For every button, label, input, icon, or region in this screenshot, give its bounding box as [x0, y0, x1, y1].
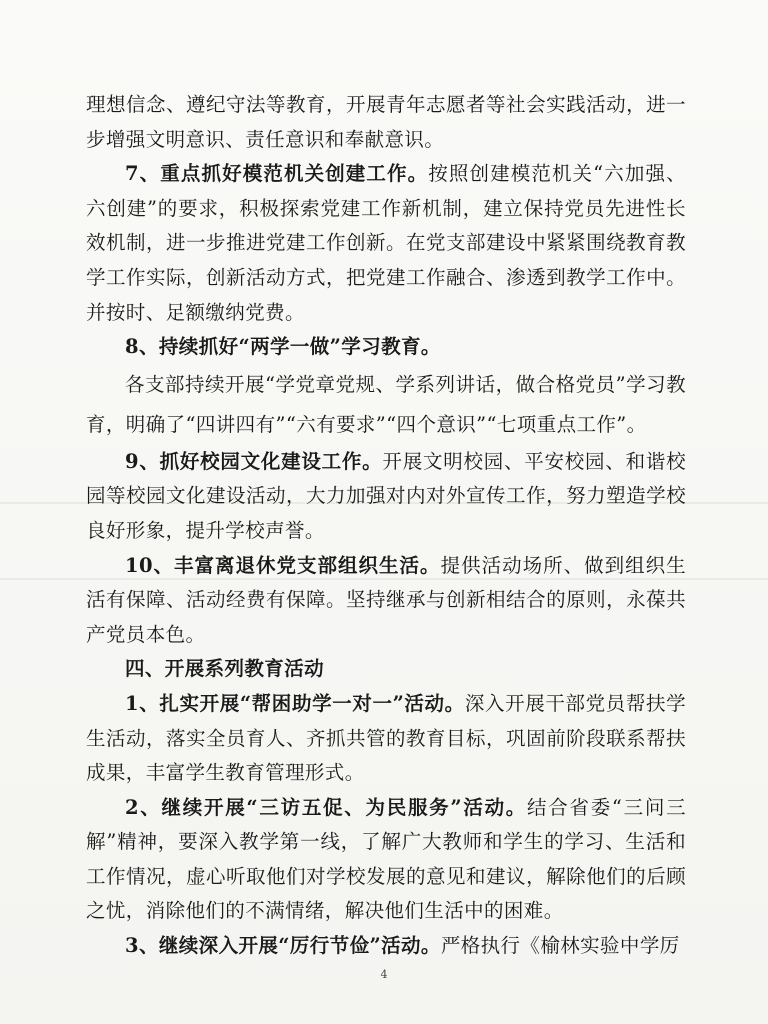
paragraph-item-8-body	[86, 365, 686, 445]
paragraph-activity-1	[86, 687, 686, 791]
paragraph-text: 深入开展干部党员帮扶学生活动，落实全员育人、齐抓共管的教育目标，巩固前阶段联系帮扶成果，丰富学生教育管理形式。	[86, 691, 686, 785]
paragraph-text: 按照创建模范机关“六加强、六创建”的要求，积极探索党建工作新机制，建立保持党员先进性长效机制，进一步推进党建工作创新。在党支部建设中紧紧围绕教育教学工作实际，创新活动方式，把党建工作融合、渗透到教学工作中。并按时、足额缴纳党费。	[86, 162, 686, 324]
paragraph-text: 结合省委“三问三解”精神，要深入教学第一线，了解广大教师和学生的学习、生活和工作情况，虚心听取他们对学校发展的意见和建议，解除他们的后顾之忧，消除他们的不满情绪，解决他们生活中的困难。	[86, 795, 686, 923]
paragraph-text: 严格执行《榆林实验中学厉	[440, 934, 680, 958]
paragraph-item-9	[86, 445, 686, 549]
paragraph-text: 各支部持续开展“学党章党规、学系列讲话，做合格党员”学习教育，明确了“四讲四有”“六有要求”“四个意识”“七项重点工作”。	[86, 372, 686, 436]
paragraph-item-7	[86, 157, 686, 330]
document-body	[86, 88, 686, 964]
paragraph-heading: 10、丰富离退休党支部组织生活。	[125, 553, 441, 577]
paragraph-text: 开展文明校园、平安校园、和谐校园等校园文化建设活动，大力加强对内对外宣传工作，努力塑造学校良好形象，提升学校声誉。	[86, 449, 686, 542]
paragraph-intro	[86, 88, 686, 157]
paragraph-activity-2	[86, 791, 686, 929]
section-heading-4	[86, 652, 686, 687]
paragraph-activity-3	[86, 929, 686, 964]
page-number: 4	[380, 968, 388, 981]
paragraph-heading: 3、继续深入开展“厉行节俭”活动。	[125, 934, 441, 958]
paragraph-text: 理想信念、遵纪守法等教育，开展青年志愿者等社会实践活动，进一步增强文明意识、责任意识和奉献意识。	[86, 93, 686, 151]
paragraph-text: 提供活动场所、做到组织生活有保障、活动经费有保障。坚持继承与创新相结合的原则，永葆共产党员本色。	[86, 553, 686, 646]
paragraph-heading: 2、继续开展“三访五促、为民服务”活动。	[125, 795, 528, 819]
paragraph-heading: 四、开展系列教育活动	[125, 657, 325, 681]
paragraph-item-8	[86, 330, 686, 365]
paragraph-heading: 8、持续抓好“两学一做”学习教育。	[125, 335, 441, 359]
paragraph-item-10	[86, 549, 686, 653]
paragraph-heading: 7、重点抓好模范机关创建工作。	[125, 162, 429, 186]
paragraph-heading: 9、抓好校园文化建设工作。	[125, 449, 383, 473]
paragraph-heading: 1、扎实开展“帮困助学一对一”活动。	[125, 691, 465, 715]
